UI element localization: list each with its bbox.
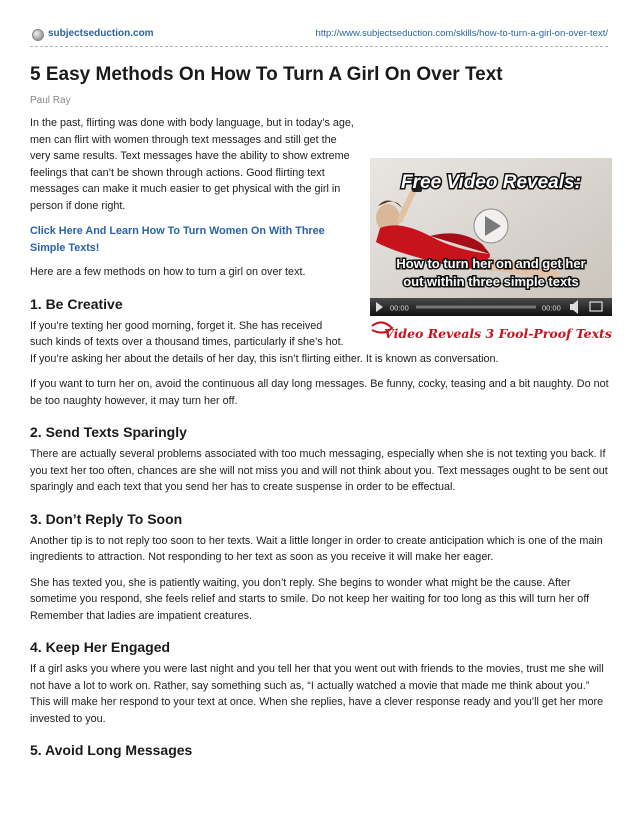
section-heading: 2. Send Texts Sparingly xyxy=(30,424,187,440)
section-paragraph: Another tip is to not reply too soon to her texts. Wait a little longer in order to create anticipation which is one of the main ingredients to attraction. Not responding to her text as soon as you receive it will make her eager. xyxy=(30,534,603,563)
section-heading: 3. Don’t Reply To Soon xyxy=(30,510,183,527)
author-name: Paul Ray xyxy=(30,95,71,106)
section-heading: 5. Avoid Long Messages xyxy=(30,742,193,758)
cta-link[interactable]: Click Here And Learn How To Turn Women On With Three Simple Texts! xyxy=(30,225,325,254)
promo-line-1: How to turn her on and get her xyxy=(396,256,586,271)
header-divider xyxy=(30,46,608,47)
promo-headline: Free Video Reveals: xyxy=(401,172,581,193)
page-header xyxy=(32,28,608,44)
promo-tagline: Video Reveals 3 Fool-Proof Texts xyxy=(384,326,612,341)
lead-paragraph: Here are a few methods on how to turn a girl on over text. xyxy=(30,266,306,278)
section-paragraph xyxy=(30,318,610,368)
elapsed-time: 00:00 xyxy=(390,303,409,313)
section-dont-reply-too-soon xyxy=(30,510,610,625)
text-line: If you’re texting her good morning, forget it. She has received xyxy=(30,319,323,332)
section-avoid-long-messages xyxy=(30,741,610,759)
section-paragraph: If you want to turn her on, avoid the continuous all day long messages. Be funny, cocky, teasing and a bit naughty. Do not be too naughty however, it may turn her off. xyxy=(30,378,609,407)
section-paragraph: If a girl asks you where you were last night and you tell her that you went out with friends to the movies, trust me she will not have a lot to work on. Rather, say something such as, “I actually watched a movie that made me think about you.” This will make her respond to your text at once. When she replies, have a clever response ready and you’ll get her more invested to you. xyxy=(30,663,604,725)
text-line: If you’re asking her about the details of her day, this isn’t flirting either. It is known as conversation. xyxy=(30,352,499,365)
article xyxy=(30,64,610,759)
section-paragraph: There are actually several problems associated with too much messaging, especially when she is not texting you back. If you text her too often, chances are she will not miss you and will not think about you. Text messages ought to be sent out sparingly and each text that you send her has to create suspense in order to be effectual. xyxy=(30,448,608,493)
section-heading: 4. Keep Her Engaged xyxy=(30,639,171,655)
text-line: such kinds of texts over a thousand times, particularly if she’s hot. xyxy=(30,336,344,348)
article-title: 5 Easy Methods On How To Turn A Girl On Over Text xyxy=(30,64,503,85)
section-send-texts-sparingly xyxy=(30,423,610,496)
section-be-creative xyxy=(30,295,610,410)
source-url-link[interactable]: http://www.subjectseduction.com/skills/how-to-turn-a-girl-on-over-text/ xyxy=(315,28,608,39)
section-heading: 1. Be Creative xyxy=(30,295,123,312)
globe-icon xyxy=(32,29,44,41)
intro-paragraph: In the past, flirting was done with body language, but in today’s age, men can flirt with women through text messages and still get the very same results. Text messages have the ability to show extreme feelings that can’t be shown through actions. Good flirting text messages can make it much easier to get physical with the girl in person if done right. xyxy=(30,117,354,212)
site-name-link[interactable]: subjectseduction.com xyxy=(48,28,154,39)
section-keep-her-engaged xyxy=(30,638,610,727)
section-paragraph: She has texted you, she is patiently waiting, you don’t reply. She begins to wonder what might be the cause. After sometime you respond, she feels relief and starts to smile. Do not keep her waiting for too long as this will turn her off Remember that ladies are impatient creatures. xyxy=(30,576,590,622)
promo-line-2: out within three simple texts xyxy=(403,274,579,289)
duration-time: 00:00 xyxy=(542,303,561,313)
